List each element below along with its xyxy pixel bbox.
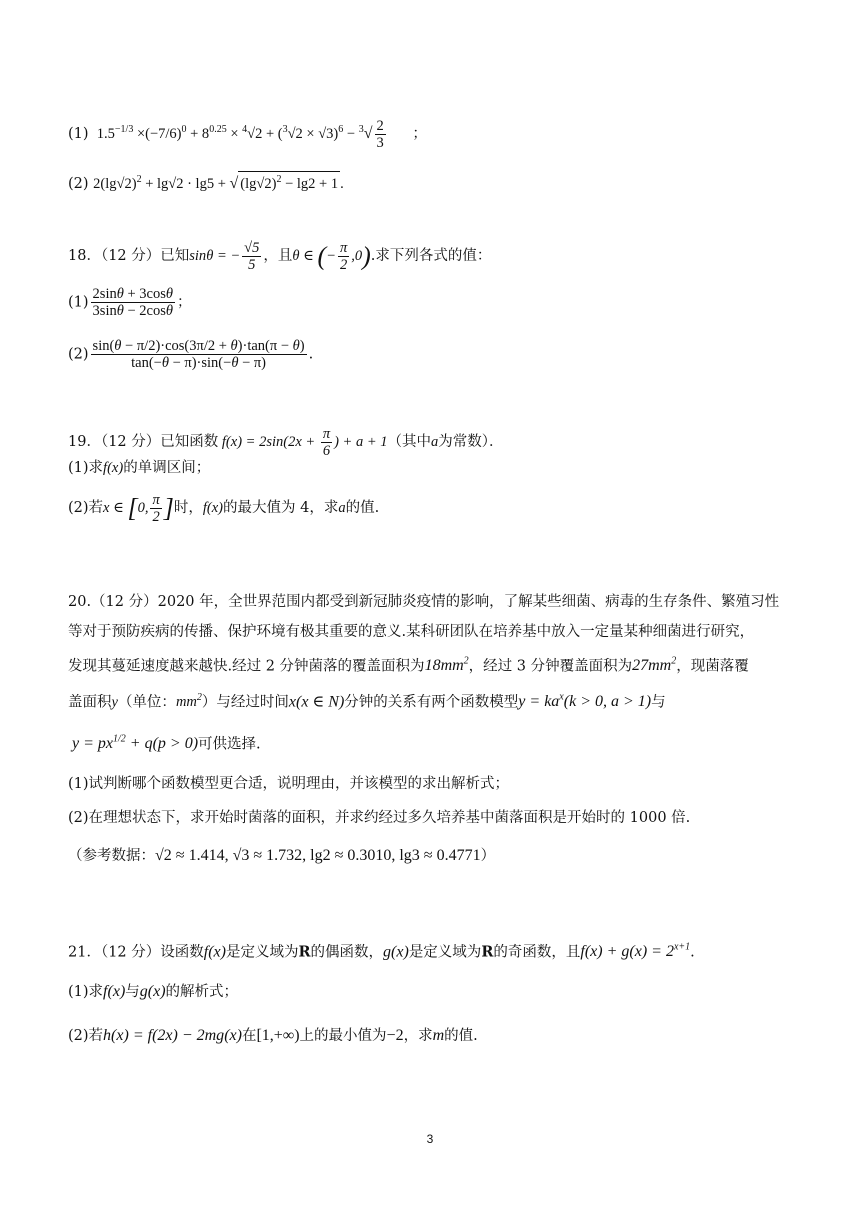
q21-part1-a: (1)求 bbox=[68, 984, 104, 1000]
q19-part1 bbox=[68, 458, 210, 478]
q21-stem-b: 是定义域为 bbox=[225, 944, 299, 961]
q20-y: y bbox=[111, 694, 118, 711]
q21-gx: g(x) bbox=[383, 943, 409, 961]
q20-line4-c: ）与经过时间 bbox=[201, 694, 289, 711]
q21-m: m bbox=[432, 1027, 445, 1044]
q19-stem bbox=[68, 426, 504, 459]
q21-eq: $f(x) + g(x) = 2^{x+1}$ bbox=[580, 942, 691, 961]
q20-line4-e: 与 bbox=[651, 694, 666, 711]
q21-gx2: g(x) bbox=[139, 983, 166, 1000]
q19-a: a bbox=[431, 433, 439, 450]
q21-part2-e: 的值. bbox=[444, 1028, 478, 1044]
q21-min: −2 bbox=[386, 1027, 404, 1044]
q20-ref bbox=[68, 846, 495, 866]
q19-stem-c: 为常数）． bbox=[438, 433, 504, 450]
q19-part2-a: (2)若 bbox=[68, 499, 104, 516]
q17-part1 bbox=[68, 118, 427, 151]
q21-stem-a: 21．（12 分）设函数 bbox=[68, 944, 204, 961]
q19-part2-c: 的最大值为 4，求 bbox=[223, 499, 339, 516]
q21-part2-d: ，求 bbox=[403, 1028, 433, 1044]
q19-func: f(x) = 2sin(2x + $\frac{\pi}{6}$ ) + a + 1 bbox=[221, 426, 388, 459]
q20-line4-b: （单位： bbox=[117, 694, 176, 711]
q21-part2-c: 上的最小值为 bbox=[299, 1028, 387, 1044]
q20-line3-a: 发现其蔓延速度越来越快.经过 2 分钟菌落的覆盖面积为 bbox=[68, 658, 425, 675]
q21-hx: h(x) = f(2x) − 2mg(x) bbox=[103, 1027, 242, 1044]
q20-model1: $y = ka^x(k > 0$, a > 1) bbox=[518, 692, 652, 711]
q21-R: R bbox=[298, 943, 311, 961]
q19-part2 bbox=[68, 492, 379, 525]
q18-part2-label: (2) bbox=[68, 346, 89, 363]
q21-part2 bbox=[68, 1026, 478, 1046]
q21-stem-c: 的偶函数， bbox=[310, 944, 384, 961]
q20-part1: (1)试判断哪个函数模型更合适，说明理由，并该模型的求出解析式； bbox=[68, 776, 510, 792]
q17-part2-expr: $2(\lg√2)^2 + \lg√2 \cdot \lg 5$ + √ $(\lg√2)^2 - \lg 2 + 1$ . bbox=[93, 176, 344, 192]
q18-stem-c: 求下列各式的值： bbox=[375, 247, 492, 264]
q20-ref-values: √2 ≈ 1.414, √3 ≈ 1.732, lg2 ≈ 0.3010, lg3 ≈ 0.4771 bbox=[155, 847, 481, 864]
q19-fx: f(x) bbox=[103, 460, 124, 476]
q17-part2 bbox=[68, 170, 344, 194]
q21-stem: 21．（12 分）设函数f(x)是定义域为R的偶函数，g(x)是定义域为R的奇函数，且$f(x) + g(x) = 2^{x+1}$. bbox=[68, 942, 695, 961]
q20-part2: (2)在理想状态下，求开始时菌落的面积，并求约经过多久培养基中菌落面积是开始时的 1000 倍. bbox=[68, 810, 691, 826]
q19-a2: a bbox=[338, 499, 346, 516]
q21-fx: f(x) bbox=[203, 943, 226, 961]
q18-part2: (2) $\frac{\sin(\theta - \pi/2)\cdot\cos(3\pi/2 + \theta)\cdot\tan(\pi - \theta)}{\tan(-\theta - \pi)\cdot\sin(-\theta - \pi)}$ . bbox=[68, 338, 314, 371]
q20-unit: $mm^2$ bbox=[175, 692, 202, 711]
q21-fx2: f(x) bbox=[103, 983, 126, 1000]
q20-model2: $y = px^{1/2} + q(p > 0)$ bbox=[72, 734, 199, 753]
q20-ref-b: ） bbox=[480, 848, 496, 864]
q20-area1: $18mm^2$ bbox=[424, 656, 469, 675]
q18-part1-frac: $\frac{2\sin\theta + 3\cos\theta}{3\sin\theta - 2\cos\theta}$ bbox=[92, 286, 173, 319]
q19-part1-a: (1)求 bbox=[68, 460, 104, 476]
q20-x-domain: x(x ∈ N) bbox=[288, 693, 345, 711]
q20-line4-a: 盖面积 bbox=[68, 694, 112, 711]
q19-stem-a: 19．（12 分）已知函数 bbox=[68, 433, 219, 450]
q20-line5-b: 可供选择. bbox=[198, 736, 261, 753]
q20-line5 bbox=[68, 730, 261, 754]
q19-part2-b: 时， bbox=[173, 499, 203, 516]
q18-part1 bbox=[68, 286, 191, 319]
q19-part2-d: 的值. bbox=[345, 499, 380, 516]
q21-part2-b: 在 bbox=[241, 1028, 257, 1044]
q19-fx2: f(x) bbox=[202, 499, 224, 516]
q18-part2-frac: $\frac{\sin(\theta - \pi/2)\cdot\cos(3\pi/2 + \theta)\cdot\tan(\pi - \theta)}{\tan(-\theta - \pi)\cdot\sin(-\theta - \pi)}$ bbox=[92, 338, 305, 371]
q18-stem-a: 18．（12 分）已知 bbox=[68, 247, 190, 264]
q20-line4-d: 分钟的关系有两个函数模型 bbox=[344, 694, 519, 711]
q20-line1: 20.（12 分）2020 年，全世界范围内都受到新冠肺炎疫情的影响，了解某些细菌、病毒的生存条件、繁殖习性 bbox=[68, 594, 780, 610]
q18-stem: 18．（12 分）已知sinθ = − $\frac{√5}{5}$ ，且θ ∈ (− $\frac{\pi}{2}$ ,0).求下列各式的值： bbox=[68, 240, 492, 273]
q19-stem-b: （其中 bbox=[387, 433, 431, 450]
q20-line2: 等对于预防疾病的传播、保护环境有极其重要的意义.某科研团队在培养基中放入一定量某种细菌进行研究， bbox=[68, 624, 755, 640]
q18-range-expr: θ ∈ (− $\frac{\pi}{2}$ ,0) bbox=[292, 240, 371, 273]
q19-x-range: x ∈ [0, $\frac{\pi}{2}$ ] bbox=[103, 492, 174, 525]
q20-line3 bbox=[68, 652, 749, 676]
q21-part2-a: (2)若 bbox=[68, 1028, 104, 1044]
q20-area2: $27mm^2$ bbox=[632, 656, 677, 675]
q21-stem-d: 是定义域为 bbox=[408, 944, 482, 961]
q17-part1-end: ； bbox=[412, 125, 427, 142]
q21-interval: [1,+∞) bbox=[256, 1027, 300, 1044]
q20-line3-b: ，经过 3 分钟覆盖面积为 bbox=[468, 658, 633, 675]
q18-part1-end: ； bbox=[176, 294, 192, 311]
q21-part1 bbox=[68, 982, 238, 1002]
q21-part1-c: 的解析式； bbox=[165, 984, 239, 1000]
q21-part1-b: 与 bbox=[125, 984, 140, 1000]
page-number: 3 bbox=[426, 1132, 434, 1146]
q20-ref-a: （参考数据： bbox=[68, 848, 155, 864]
q18-part1-label: (1) bbox=[68, 294, 89, 311]
q18-stem-b: ，且 bbox=[263, 247, 293, 264]
q17-part1-label: (1) bbox=[68, 125, 89, 142]
q18-sin-expr: sinθ = − $\frac{√5}{5}$ bbox=[189, 240, 260, 273]
q17-part2-label: (2) bbox=[68, 175, 89, 192]
q17-part1-expr: $1.5^{-1/3} \times(-7/6)^0 + 8^{0.25} \times ^4√2 + (^3√2 \times √3)^6 - ^3√$ $\frac{2}{3}$ bbox=[93, 118, 384, 151]
q19-part1-b: 的单调区间； bbox=[123, 460, 211, 476]
q21-stem-e: 的奇函数，且 bbox=[493, 944, 581, 961]
q20-line3-c: ，现菌落覆 bbox=[676, 658, 749, 675]
q21-R2: R bbox=[481, 943, 494, 961]
q20-line4 bbox=[68, 688, 666, 712]
